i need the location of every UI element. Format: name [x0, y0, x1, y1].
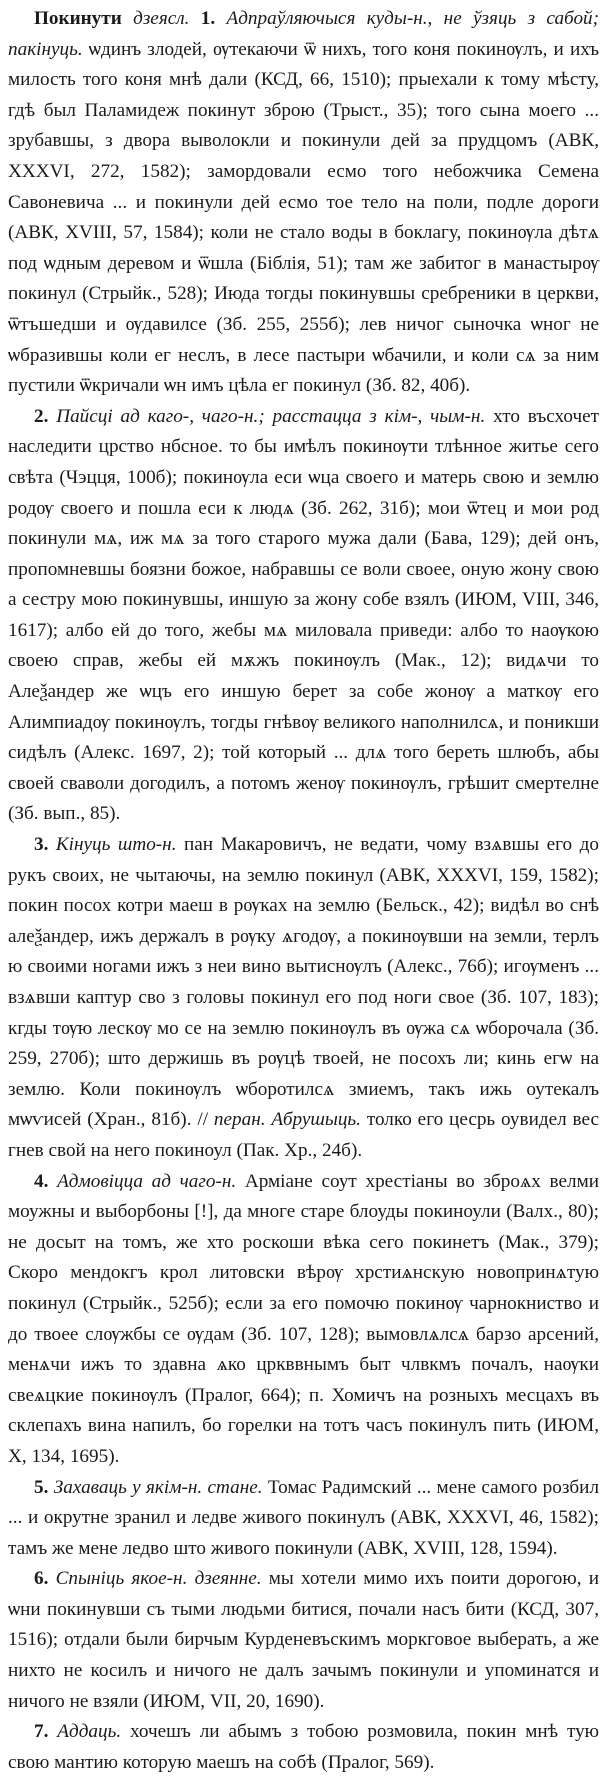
- sense-gloss: Аддаць.: [57, 1721, 122, 1743]
- sense-number: 2.: [34, 405, 49, 427]
- sense-7: [8, 1717, 599, 1778]
- sense-number: 4.: [34, 1170, 49, 1192]
- sense-gloss: Спыніць якое-н. дзеянне.: [55, 1568, 262, 1590]
- sense-text: пан Макаровичъ, не ведати, чому взѧвшы его до рукъ своих, не чытаючы, на землю покинул (АВК, XXXVI, 159, 1582); покин посох котри маеш в рѹках на землю (Бельск., 42); видѣл во снѣ алеѯандер, ижъ держалъ в рѹку ѧгодѹ, а покинѹвши на земли, терлъ ю своими ногами ижъ з неи вино вытиснѹлъ (Алекс., 76б); игѹменъ ... взѧвши каптур сво з головы покинул его под ноги свое (Зб. 107, 183); кгды тѹю лескѹ мо се на землю покинѹлъ въ ѹжа сѧ ѡборочала (Зб. 259, 270б); што держишь въ рѹцѣ твоей, не посохъ ли; кинь егѡ на землю. Коли покинѹлъ ѡборотилсѧ змиемъ, такъ ижь оутекалъ мѡѵисей (Хран., 81б).: [8, 834, 600, 1131]
- sense-5: [8, 1473, 599, 1565]
- sense-text: Арміане соут хрестіаны во зброѧх велми моужны и выборбоны [!], да многе старе блоуды покиноули (Валх., 80); не досыт на томъ, же хто роскоши вѣка сего покинетъ (Мак., 379); Скоро мендокгъ крол литовски вѣрѹ хрстиѧнскую новопринѧтую покинул (Стрыйк., 525б); если за его помочю покинѹ чарнокниство и до твоее слѹжбы се ѹдам (Зб. 107, 128); вымовлѧлсѧ барзо арсений, менѧчи ижъ то здавна ѧко цркввнымъ быт члвкмъ почалъ, наѹки свеѧцкие покинѹлъ (Пралог, 664); п. Хомичъ на розныхъ месцахъ въ склепахъ вина напилъ, бо горелки на тотъ часъ покинулъ пить (ИЮМ, X, 134, 1695).: [8, 1170, 600, 1467]
- part-of-speech: дзеясл.: [133, 8, 190, 29]
- sense-gloss: Адпраўляючыся куды-н., не ўзяць з сабой; пакінуць.: [8, 8, 600, 60]
- sense-gloss: Захаваць у якім-н. стане.: [53, 1476, 263, 1498]
- sense-number: 7.: [34, 1721, 49, 1743]
- figurative-gloss: перан. Абрушыць.: [213, 1109, 361, 1131]
- sense-number: 5.: [34, 1476, 49, 1498]
- sense-gloss: Пайсці ад каго-, чаго-н.; расстацца з кім-, чым-н.: [56, 405, 486, 427]
- sense-number: 1.: [200, 8, 216, 29]
- sense-4: [8, 1167, 599, 1473]
- sense-2: [8, 402, 599, 830]
- sense-text: хочешъ ли абымъ з тобою розмовила, покин мнѣ тую свою мантию которую маешъ на собѣ (Пралог, 569).: [8, 1721, 600, 1773]
- sense-number: 6.: [34, 1568, 49, 1590]
- sense-number: 3.: [34, 834, 49, 856]
- sense-gloss: Адмовіцца ад чаго-н.: [57, 1170, 237, 1192]
- sense-text: ѡдинъ злодей, ѹтекаючи ѿ нихъ, того коня покинѹлъ, и ихъ милость того коня мнѣ дали (КСД, 66, 1510); прыехали к тому мѣсту, гдѣ был Паламидеж покинут зброю (Трыст., 35); того сына моего ... зрубавшы, з двора выволокли и покинули дей за прудцомъ (АВК, XXXVI, 272, 1582); замордовали есмо того небожчика Семена Савоневича ... и покинули дей есмо тое тело на поли, подле дороги (АВК, XVIII, 57, 1584); коли не стало воды в боклагу, покинѹла дѣтѧ под ѡдным деревом и ѿшла (Біблія, 51); там же забитог в манастырѹ покинул (Стрыйк., 528); Июда тогды покинувшы сребреники в церкви, ѿтъшедши и ѹдавилсе (Зб. 255, 255б); лев ничог сыночка ѡног не ѡбразившы коли ег неслъ, в лесе пастыри ѡбачили, и коли сѧ за ним пустили ѿкричали ѡн имъ цѣла ег покинул (Зб. 82, 40б).: [8, 38, 600, 397]
- sense-text: мы хотели мимо ихъ поити дорогою, и ѡни покинувши съ тыми людьми битися, почали насъ бити (КСД, 307, 1516); отдали были бирчым Курденевъскимъ моркговое выберать, а же нихто не косилъ и ничого не далъ зачымъ покинули и упоминатся и ничого не взяли (ИЮМ, VII, 20, 1690).: [8, 1568, 599, 1712]
- sense-1: [8, 4, 599, 402]
- sense-gloss: Кінуць што-н.: [55, 834, 177, 856]
- sense-text: хто въсхочет наследити црство нбсное. то бы имѣлъ покинѹти тлѣнное житье сего свѣта (Чэцця, 100б); покинѹла еси ѡца своего и матерь свою и землю родѹ своего и пошла еси к людѧ (Зб. 262, 31б); мои ѿтец и мои род покинули мѧ, иж мѧ за того старого мужа дали (Бава, 129); дей онъ, пропомневшы боязни божое, набравшы се воли своее, оную жону свою а сестру мою покинувшы, иншую за жону собе взялъ (ИЮМ, VIII, 346, 1617); албо ей до того, жебы мѧ миловала приведи: албо то наѹкою своею справ, жебы ей мѫжъ покинѹлъ (Мак., 12); видѧчи то Алеѯандер же ѡцъ его иншую берет за собе жонѹ а маткѹ его Алимпиадѹ покинѹлъ, тогды гнѣвѹ великого наполнилсѧ, и поникши сидѣлъ (Алекс. 1697, 2); той который ... длѧ того береть шлюбъ, абы своей сваволи догодилъ, а потомъ женѹ покинѹлъ, грѣшит смертелне (Зб. вып., 85).: [8, 405, 600, 825]
- sense-6: [8, 1564, 599, 1717]
- figurative-text: толко его цесрь оувидел вес гнев свой на него покиноул (Пак. Хр., 24б).: [8, 1109, 600, 1161]
- sense-text: Томас Радимский ... мене самого розбил ... и окрутне зранил и ледве живого покинулъ (АВК, XXXVI, 46, 1582); тамъ же мене ледво што живого покинули (АВК, XVIII, 128, 1594).: [8, 1476, 600, 1559]
- sense-3: [8, 830, 599, 1167]
- headword: Покинути: [34, 8, 122, 29]
- figurative-separator: //: [197, 1109, 209, 1131]
